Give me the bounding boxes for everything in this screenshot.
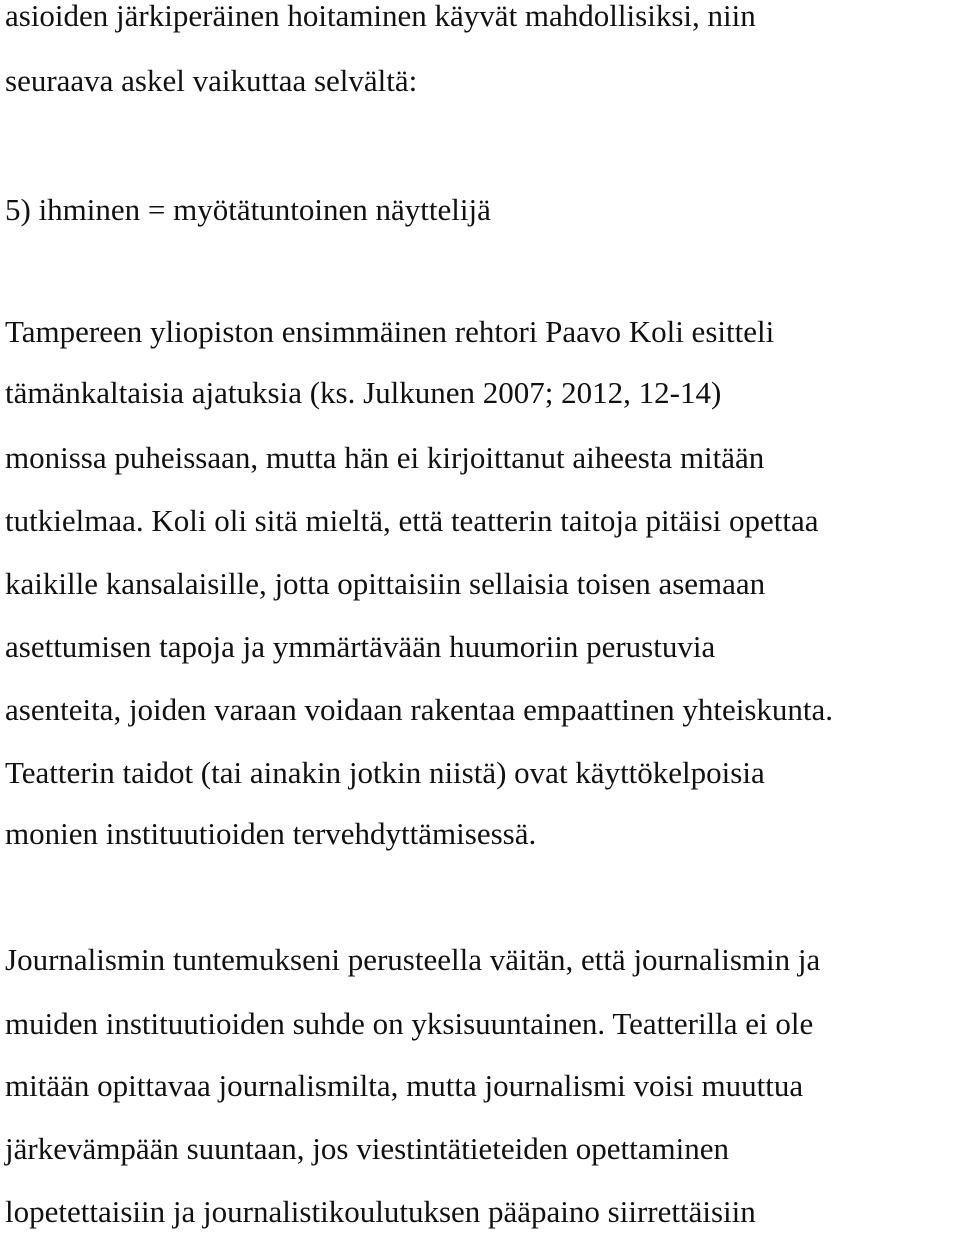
text-line: muiden instituutioiden suhde on yksisuuntainen. Teatterilla ei ole xyxy=(5,1006,814,1041)
text-line: asenteita, joiden varaan voidaan rakentaa empaattinen yhteiskunta. xyxy=(5,692,834,727)
text-line: asettumisen tapoja ja ymmärtävään huumoriin perustuvia xyxy=(5,629,716,664)
text-line: mitään opittavaa journalismilta, mutta journalismi voisi muuttua xyxy=(5,1068,804,1103)
text-line: monien instituutioiden tervehdyttämisessä. xyxy=(5,816,537,851)
text-line: Journalismin tuntemukseni perusteella väitän, että journalismin ja xyxy=(5,942,821,977)
text-line: monissa puheissaan, mutta hän ei kirjoittanut aiheesta mitään xyxy=(5,440,765,475)
text-line: tämänkaltaisia ajatuksia (ks. Julkunen 2007; 2012, 12-14) xyxy=(5,375,722,410)
text-line: kaikille kansalaisille, jotta opittaisiin sellaisia toisen asemaan xyxy=(5,566,766,601)
text-line: seuraava askel vaikuttaa selvältä: xyxy=(5,63,418,98)
text-line: tutkielmaa. Koli oli sitä mieltä, että teatterin taitoja pitäisi opettaa xyxy=(5,503,819,538)
text-line: Tampereen yliopiston ensimmäinen rehtori Paavo Koli esitteli xyxy=(5,314,775,349)
text-line: asioiden järkiperäinen hoitaminen käyvät mahdollisiksi, niin xyxy=(5,0,756,33)
text-line: 5) ihminen = myötätuntoinen näyttelijä xyxy=(5,192,491,227)
text-line: järkevämpään suuntaan, jos viestintätieteiden opettaminen xyxy=(5,1131,729,1166)
text-line: Teatterin taidot (tai ainakin jotkin niistä) ovat käyttökelpoisia xyxy=(5,755,765,790)
text-line: lopetettaisiin ja journalistikoulutuksen pääpaino siirrettäisiin xyxy=(5,1194,756,1229)
